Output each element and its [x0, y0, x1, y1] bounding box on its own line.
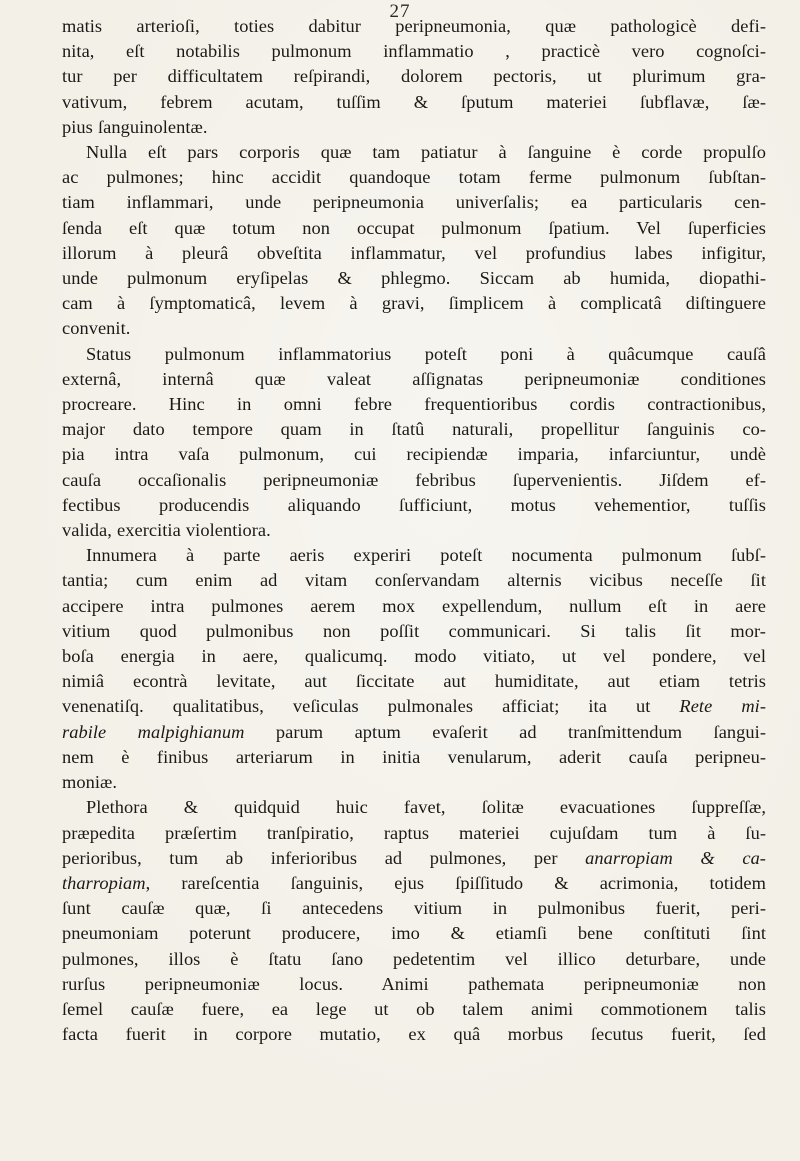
- text-line: venenatiſq. qualitatibus, veſiculas pulmonales afficiat; ita ut Rete mi-: [62, 696, 766, 717]
- text-line: pius ſanguinolentæ.: [62, 116, 208, 137]
- text-line: cam à ſymptomaticâ, levem à gravi, ſimplicem à complicatâ diſtinguere: [62, 293, 766, 314]
- text-line: vitium quod pulmonibus non poſſit communicari. Si talis ſit mor-: [62, 620, 766, 641]
- text-line: pneumoniam poterunt producere, imo & etiamſi bene conſtituti ſint: [62, 923, 766, 944]
- page-number: 27: [389, 1, 411, 22]
- text-line: tur per difficultatem reſpirandi, dolorem pectoris, ut plurimum gra-: [62, 66, 766, 87]
- text-line: pia intra vaſa pulmonum, cui recipiendæ imparia, infarciuntur, undè: [62, 444, 766, 465]
- text-line: accipere intra pulmones aerem mox expellendum, nullum eſt in aere: [62, 595, 766, 616]
- text-line: rabile malpighianum parum aptum evaſerit ad tranſmittendum ſangui-: [62, 721, 766, 742]
- text-line: pulmones, illos è ſtatu ſano pedetentim vel illico deturbare, unde: [62, 948, 766, 969]
- text-line: Status pulmonum inflammatorius poteſt poni à quâcumque cauſâ: [86, 343, 766, 364]
- text-line: facta fuerit in corpore mutatio, ex quâ morbus ſecutus fuerit, ſed: [62, 1024, 766, 1045]
- text-line: Plethora & quidquid huic favet, ſolitæ evacuationes ſuppreſſæ,: [86, 797, 766, 818]
- text-line: Nulla eſt pars corporis quæ tam patiatur à ſanguine è corde propulſo: [86, 142, 766, 163]
- text-line: rurſus peripneumoniæ locus. Animi pathemata peripneumoniæ non: [62, 973, 766, 994]
- text-line: ac pulmones; hinc accidit quandoque totam ferme pulmonum ſubſtan-: [62, 167, 766, 188]
- text-line: nita, eſt notabilis pulmonum inflammatio , practicè vero cognoſci-: [62, 41, 766, 62]
- text-line: valida, exercitia violentiora.: [62, 520, 271, 541]
- text-line: matis arterioſi, toties dabitur peripneumonia, quæ pathologicè defi-: [62, 16, 766, 36]
- text-line: præpedita præſertim tranſpiratio, raptus materiei cujuſdam tum à ſu-: [62, 822, 766, 843]
- italic-term: anarropiam & ca-: [585, 847, 766, 868]
- text-line: tantia; cum enim ad vitam conſervandam alternis vicibus neceſſe ſit: [62, 570, 766, 591]
- text-line: unde pulmonum eryſipelas & phlegmo. Siccam ab humida, diopathi-: [62, 268, 766, 289]
- text-line: procreare. Hinc in omni febre frequentioribus cordis contractionibus,: [62, 394, 766, 415]
- text-line: illorum à pleurâ obveſtita inflammatur, vel profundius labes infigitur,: [62, 242, 766, 263]
- text-line: moniæ.: [62, 772, 117, 793]
- text-line: nem è finibus arteriarum in initia venularum, aderit cauſa peripneu-: [62, 746, 766, 767]
- text-line: ſemel cauſæ fuere, ea lege ut ob talem animi commotionem talis: [62, 998, 766, 1019]
- text-line: convenit.: [62, 318, 131, 339]
- text-line: externâ, internâ quæ valeat aſſignatas peripneumoniæ conditiones: [62, 368, 766, 389]
- text-line: tharropiam, rareſcentia ſanguinis, ejus ſpiſſitudo & acrimonia, totidem: [62, 872, 766, 893]
- text-line: major dato tempore quam in ſtatû naturali, propellitur ſanguinis co-: [62, 419, 766, 440]
- italic-term: tharropiam: [62, 872, 146, 893]
- text-line: ſunt cauſæ quæ, ſi antecedens vitium in pulmonibus fuerit, peri-: [62, 898, 766, 919]
- text-line: tiam inflammari, unde peripneumonia univerſalis; ea particularis cen-: [62, 192, 766, 213]
- text-line: fectibus producendis aliquando ſufficiunt, motus vehementior, tuſſis: [62, 494, 766, 515]
- italic-term: Rete mi-: [679, 696, 766, 717]
- text-line: Innumera à parte aeris experiri poteſt nocumenta pulmonum ſubſ-: [86, 545, 766, 566]
- text-line: cauſa occaſionalis peripneumoniæ febribus ſupervenientis. Jiſdem ef-: [62, 469, 766, 490]
- text-line: perioribus, tum ab inferioribus ad pulmones, per anarropiam & ca-: [62, 847, 766, 868]
- text-line: nimiâ econtrà levitate, aut ſiccitate aut humiditate, aut etiam tetris: [62, 671, 766, 692]
- text-line: vativum, febrem acutam, tuſſim & ſputum materiei ſubflavæ, ſæ-: [62, 91, 766, 112]
- text-line: ſenda eſt quæ totum non occupat pulmonum ſpatium. Vel ſuperficies: [62, 217, 766, 238]
- text-line: boſa energia in aere, qualicumq. modo vitiato, ut vel pondere, vel: [62, 646, 766, 667]
- body-text: [62, 14, 766, 1047]
- italic-term: rabile malpighianum: [62, 721, 245, 742]
